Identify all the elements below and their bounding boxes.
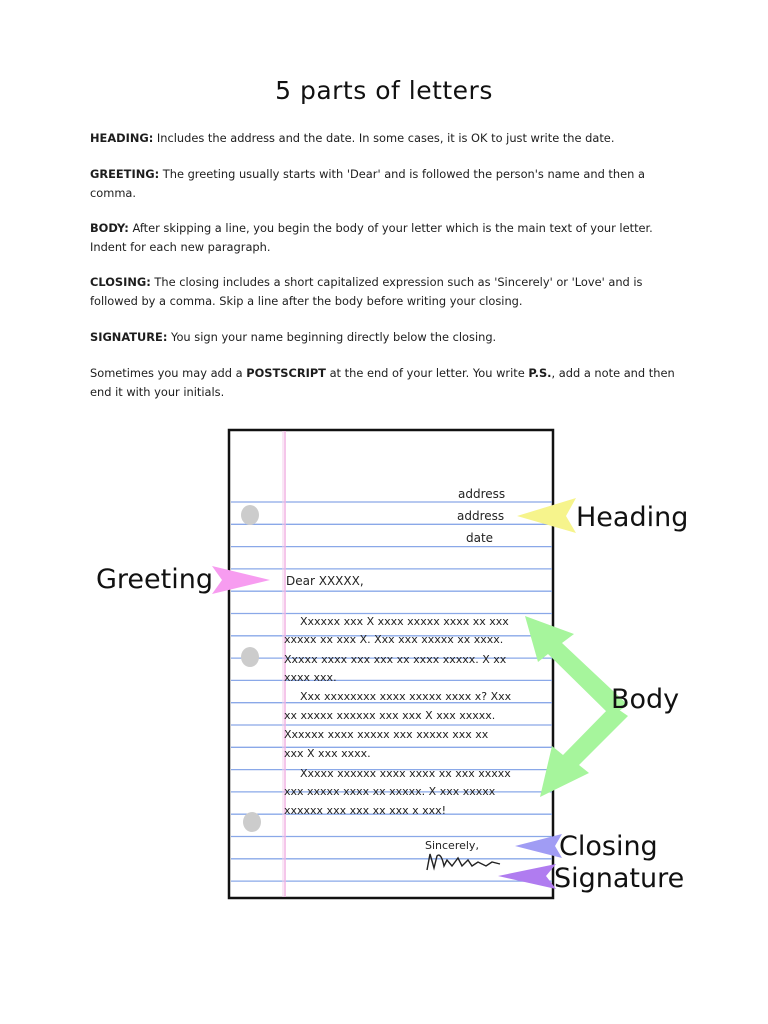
term-body: BODY: bbox=[90, 221, 129, 235]
letter-body-line: Xxxxxx xxx X xxxx xxxxx xxxx xx xxx bbox=[300, 615, 509, 628]
postscript-middle: at the end of your letter. You write bbox=[329, 366, 525, 380]
binder-hole-middle bbox=[241, 647, 259, 667]
binder-hole-bottom bbox=[243, 812, 261, 832]
letter-body-line: xxx X xxx xxxx. bbox=[284, 747, 371, 760]
letter-body-line: xx xxxxx xxxxxx xxx xxx X xxx xxxxx. bbox=[284, 709, 496, 722]
term-closing: CLOSING: bbox=[90, 275, 151, 289]
letter-body-line: Xxxxx xxxx xxx xxx xx xxxx xxxxx. X xx bbox=[284, 653, 507, 666]
term-greeting: GREETING: bbox=[90, 167, 160, 181]
callout-signature: Signature bbox=[554, 863, 685, 894]
letter-closing: Sincerely, bbox=[425, 839, 479, 852]
letter-body-line: Xxxxxx xxxx xxxxx xxx xxxxx xxx xx bbox=[284, 728, 489, 741]
letter-body-line: xxxx xxx. bbox=[284, 671, 337, 684]
callout-heading: Heading bbox=[576, 502, 689, 533]
definition-closing-text: The closing includes a short capitalized expression such as 'Sincerely' or 'Love' and is followed by a comma. Skip a line after the body before writing your closing. bbox=[90, 275, 643, 308]
page-title: 5 parts of letters bbox=[275, 76, 493, 105]
letter-body-line: xxxxx xx xxx X. Xxx xxx xxxxx xx xxxx. bbox=[284, 633, 504, 646]
binder-hole-top bbox=[241, 505, 259, 525]
letter-body bbox=[284, 615, 512, 817]
letter-body-line: Xxx xxxxxxxx xxxx xxxxx xxxx x? Xxx bbox=[300, 690, 512, 703]
letter-body-line: Xxxxx xxxxxx xxxx xxxx xx xxx xxxxx bbox=[300, 767, 511, 780]
term-heading: HEADING: bbox=[90, 131, 154, 145]
postscript-ps: P.S. bbox=[528, 366, 552, 380]
definition-heading-text: Includes the address and the date. In some cases, it is OK to just write the date. bbox=[156, 131, 615, 145]
letter-heading-address-2: address bbox=[457, 509, 505, 523]
callout-closing: Closing bbox=[559, 831, 658, 862]
letter-body-line: xxxxxx xxx xxx xx xxx x xxx! bbox=[284, 804, 447, 817]
callout-greeting: Greeting bbox=[96, 564, 213, 595]
definition-signature-text: You sign your name beginning directly below the closing. bbox=[171, 330, 497, 344]
definition-greeting-text: The greeting usually starts with 'Dear' and is followed the person's name and then a comma. bbox=[90, 167, 645, 200]
letter-greeting: Dear XXXXX, bbox=[286, 574, 364, 588]
term-signature: SIGNATURE: bbox=[90, 330, 168, 344]
definition-body-text: After skipping a line, you begin the body of your letter which is the main text of your letter. Indent for each new paragraph. bbox=[90, 221, 653, 254]
letter-heading-address-1: address bbox=[458, 487, 506, 501]
letter-heading-date: date bbox=[466, 531, 494, 545]
postscript-term: POSTSCRIPT bbox=[246, 366, 326, 380]
postscript-after: , add a note and then end it with your initials. bbox=[90, 366, 675, 399]
letter-body-line: xxx xxxxx xxxx xx xxxxx. X xxx xxxxx bbox=[284, 785, 496, 798]
callout-body: Body bbox=[611, 684, 680, 715]
postscript-before: Sometimes you may add a bbox=[90, 366, 243, 380]
